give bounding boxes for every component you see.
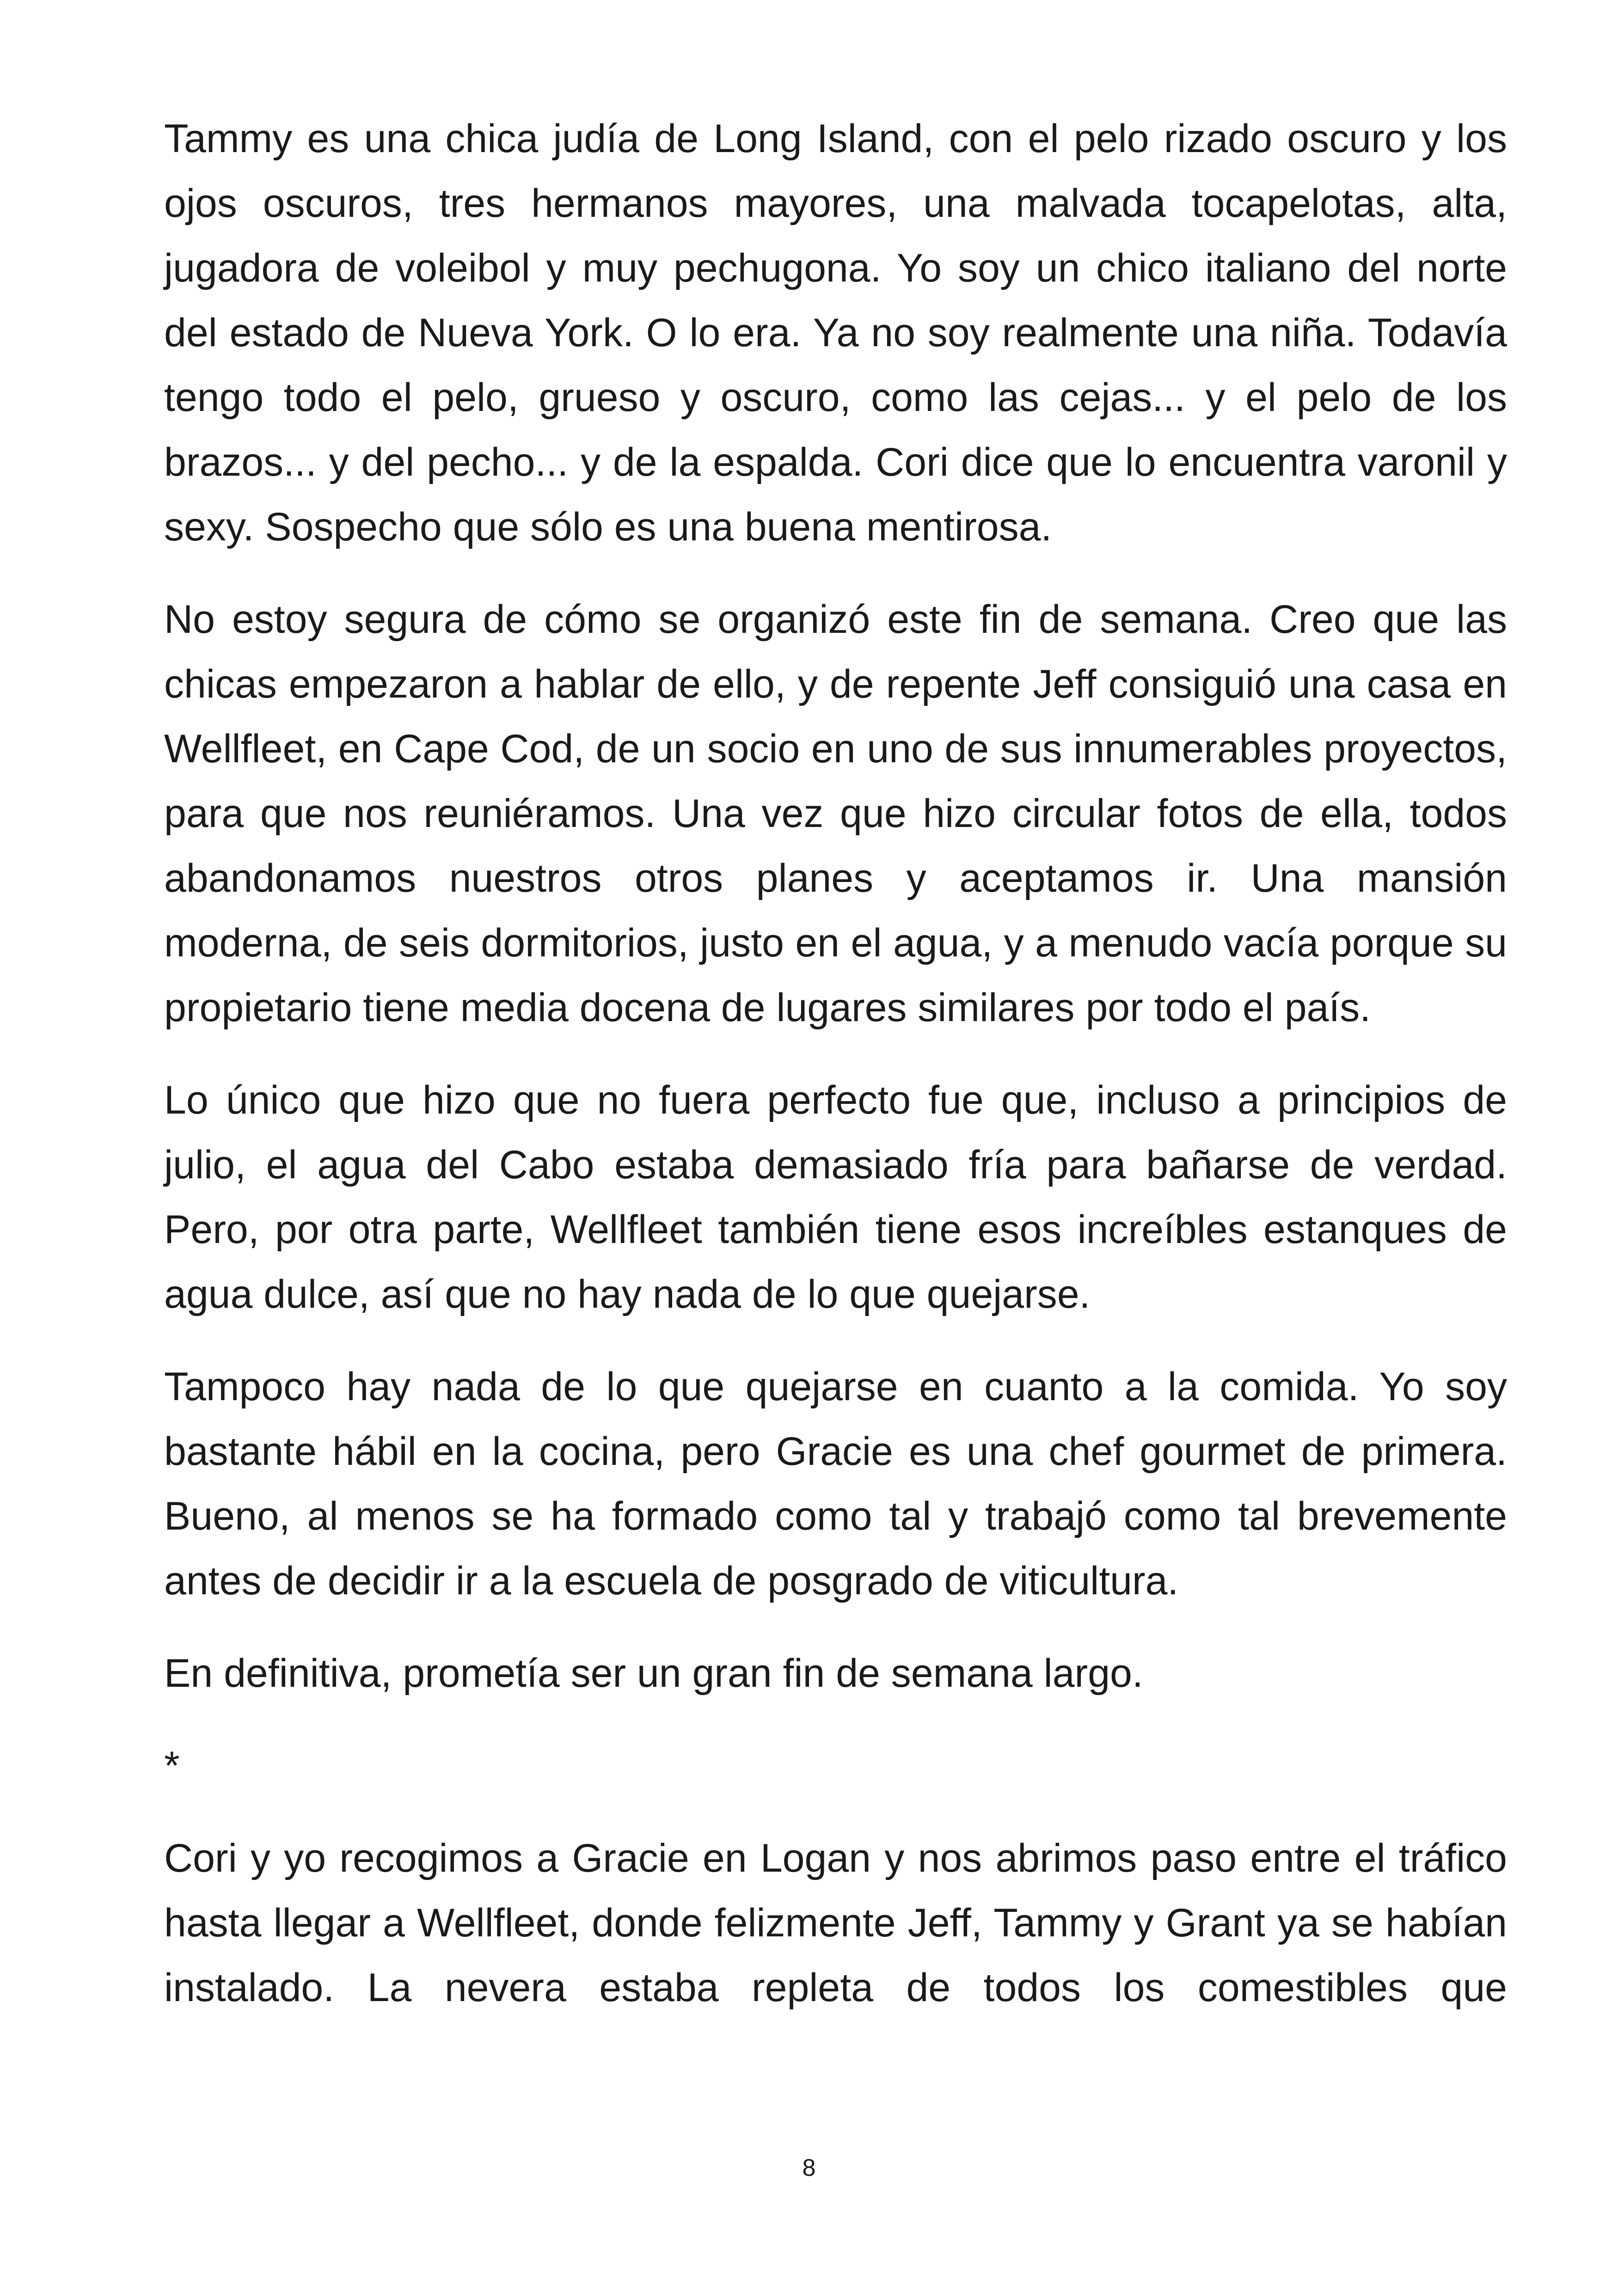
body-text xyxy=(164,106,1507,2048)
paragraph-4: Tampoco hay nada de lo que quejarse en cuanto a la comida. Yo soy bastante hábil en la cocina, pero Gracie es una chef gourmet de primera. Bueno, al menos se ha formado como tal y trabajó como tal brevemente antes de decidir ir a la escuela de posgrado de viticultura. xyxy=(164,1365,1507,1603)
section-separator: * xyxy=(164,1744,180,1788)
paragraph-3: Lo único que hizo que no fuera perfecto fue que, incluso a principios de julio, el agua del Cabo estaba demasiado fría para bañarse de verdad. Pero, por otra parte, Wellfleet también tiene esos increíbles estanques de agua dulce, así que no hay nada de lo que quejarse. xyxy=(164,1078,1507,1316)
paragraph-6: Cori y yo recogimos a Gracie en Logan y nos abrimos paso entre el tráfico hasta llegar a Wellfleet, donde felizmente Jeff, Tammy y Grant ya se habían instalado. La nevera estaba repleta de todos los comestibles que xyxy=(164,1836,1507,2010)
paragraph-2: No estoy segura de cómo se organizó este fin de semana. Creo que las chicas empezaron a hablar de ello, y de repente Jeff consiguió una casa en Wellfleet, en Cape Cod, de un socio en uno de sus innumerables proyectos, para que nos reuniéramos. Una vez que hizo circular fotos de ella, todos abandonamos nuestros otros planes y aceptamos ir. Una mansión moderna, de seis dormitorios, justo en el agua, y a menudo vacía porque su propietario tiene media docena de lugares similares por todo el país. xyxy=(164,597,1507,1030)
paragraph-5: En definitiva, prometía ser un gran fin de semana largo. xyxy=(164,1651,1143,1696)
paragraph-1: Tammy es una chica judía de Long Island, con el pelo rizado oscuro y los ojos oscuros, tres hermanos mayores, una malvada tocapelotas, alta, jugadora de voleibol y muy pechugona. Yo soy un chico italiano del norte del estado de Nueva York. O lo era. Ya no soy realmente una niña. Todavía tengo todo el pelo, grueso y oscuro, como las cejas... y el pelo de los brazos... y del pecho... y de la espalda. Cori dice que lo encuentra varonil y sexy. Sospecho que sólo es una buena mentirosa. xyxy=(164,116,1507,549)
page-number: 8 xyxy=(802,2155,816,2181)
